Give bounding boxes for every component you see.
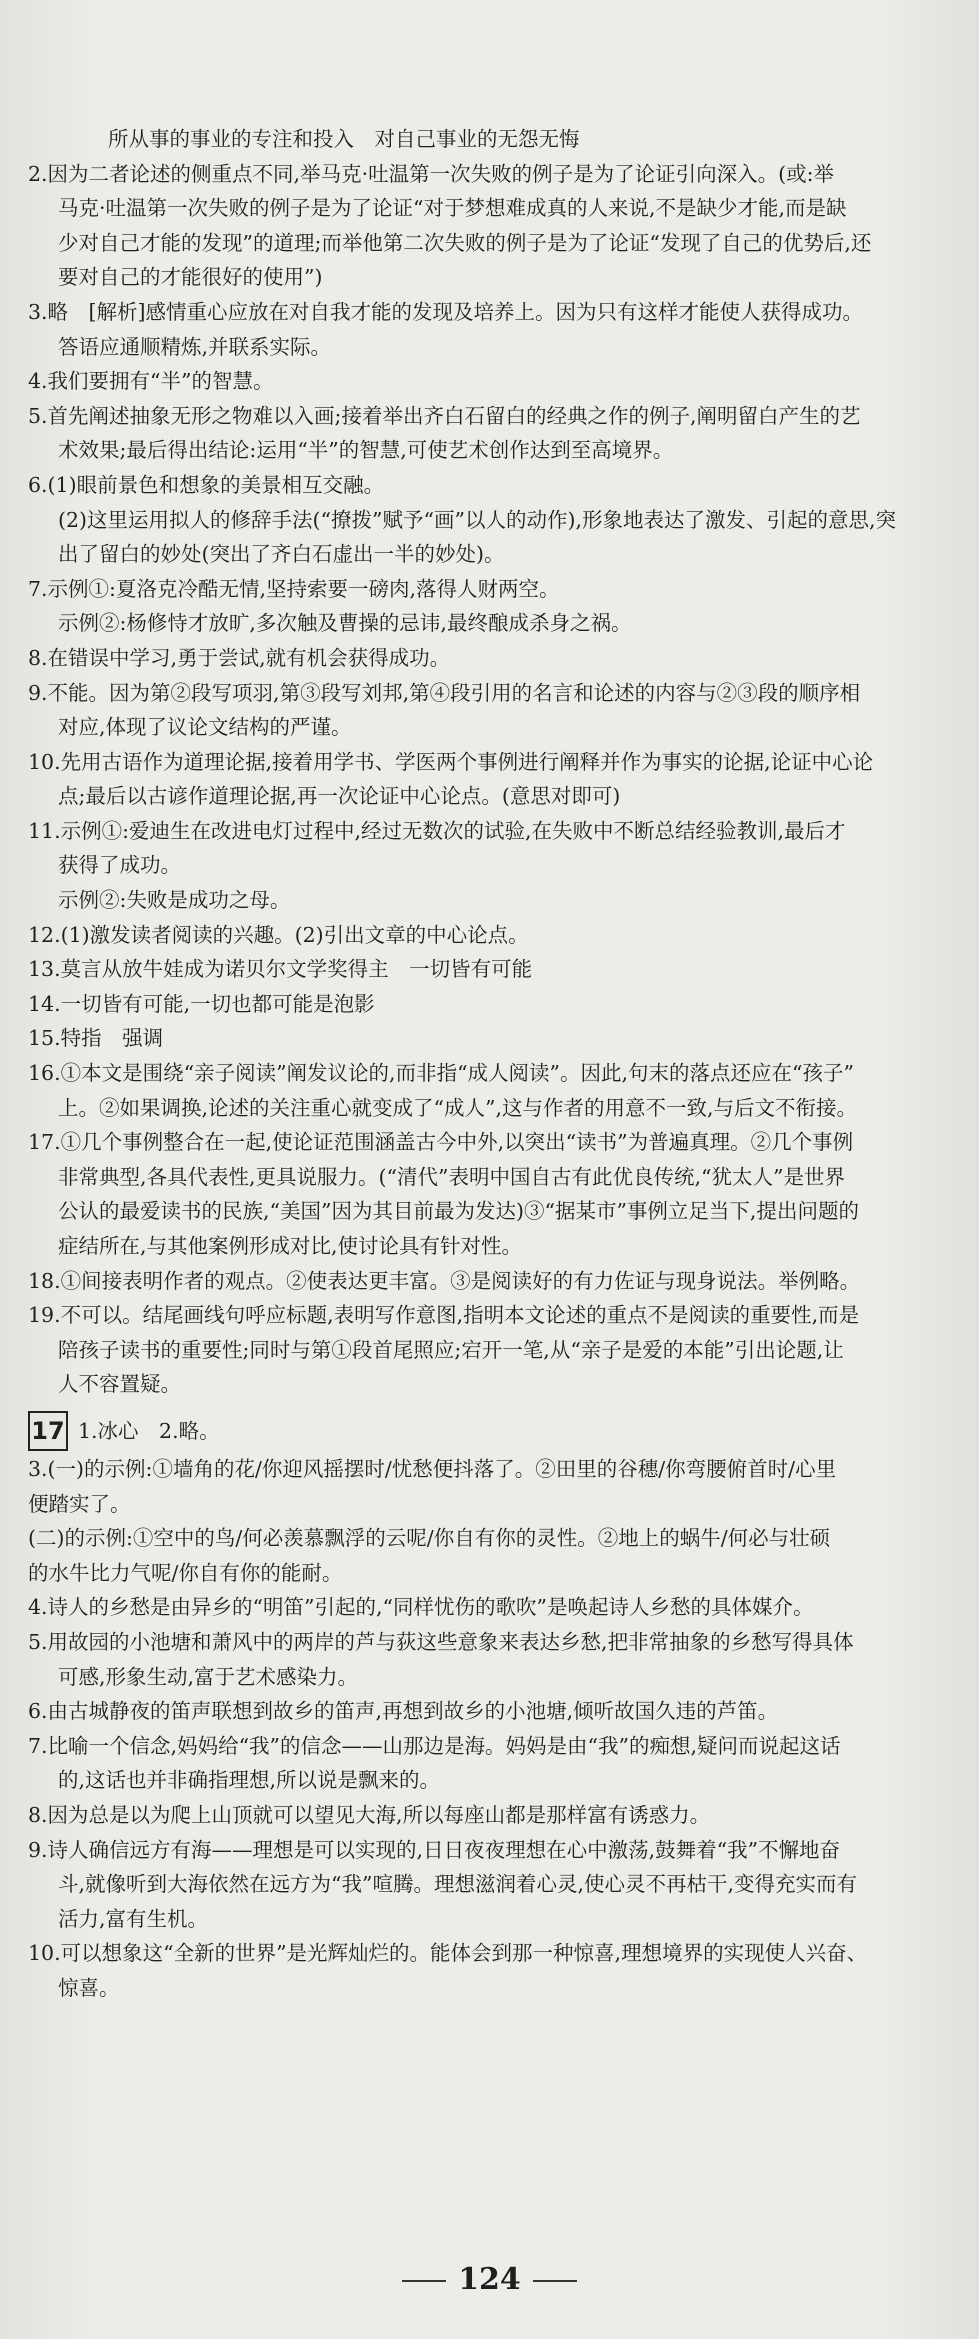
- answer-line: 5.首先阐述抽象无形之物难以入画;接着举出齐白石留白的经典之作的例子,阐明留白产生的艺: [28, 403, 861, 428]
- answer-line: 4.诗人的乡愁是由异乡的“明笛”引起的,“同样忧伤的歌吹”是唤起诗人乡愁的具体媒介。: [28, 1595, 814, 1620]
- answers-block-17: [28, 1452, 958, 2006]
- answer-line: 示例②:失败是成功之母。: [58, 888, 291, 913]
- answer-line: 6.(1)眼前景色和想象的美景相互交融。: [28, 472, 385, 497]
- answer-line: 11.示例①:爱迪生在改进电灯过程中,经过无数次的试验,在失败中不断总结经验教训,最后才: [28, 818, 846, 843]
- answer-line: 10.先用古语作为道理论据,接着用学书、学医两个事例进行阐释并作为事实的论据,论证中心论: [28, 749, 874, 774]
- answer-line: 点;最后以古谚作道理论据,再一次论证中心论点。(意思对即可): [58, 784, 621, 809]
- answer-line: 答语应通顺精炼,并联系实际。: [58, 334, 332, 359]
- answer-line: 7.示例①:夏洛克冷酷无情,坚持索要一磅肉,落得人财两空。: [28, 576, 560, 601]
- answer-line: 9.不能。因为第②段写项羽,第③段写刘邦,第④段引用的名言和论述的内容与②③段的顺序相: [28, 680, 861, 705]
- section-17-first-answers: 1.冰心 2.略。: [78, 1418, 220, 1443]
- answer-line: 6.由古城静夜的笛声联想到故乡的笛声,再想到故乡的小池塘,倾听故国久违的芦笛。: [28, 1699, 779, 1724]
- answer-line: 术效果;最后得出结论:运用“半”的智慧,可使艺术创作达到至高境界。: [58, 438, 674, 463]
- answer-line: 4.我们要拥有“半”的智慧。: [28, 369, 274, 394]
- section-number-box: 17: [28, 1411, 68, 1451]
- answer-line: 活力,富有生机。: [58, 1906, 209, 1931]
- answer-line: 12.(1)激发读者阅读的兴趣。(2)引出文章的中心论点。: [28, 922, 529, 947]
- answer-line: 便踏实了。: [28, 1491, 131, 1516]
- answers-block-16: [28, 122, 958, 1402]
- page-number: 124: [458, 2262, 521, 2297]
- answer-line: 斗,就像听到大海依然在远方为“我”喧腾。理想滋润着心灵,使心灵不再枯干,变得充实而有: [58, 1872, 858, 1897]
- answer-line: 的水牛比力气呢/你自有你的能耐。: [28, 1560, 343, 1585]
- answer-line: 8.因为总是以为爬上山顶就可以望见大海,所以每座山都是那样富有诱惑力。: [28, 1802, 711, 1827]
- answer-line: 陪孩子读书的重要性;同时与第①段首尾照应;宕开一笔,从“亲子是爱的本能”引出论题,让: [58, 1337, 844, 1362]
- answer-line: 14.一切皆有可能,一切也都可能是泡影: [28, 991, 375, 1016]
- answer-line: (二)的示例:①空中的鸟/何必羡慕飘浮的云呢/你自有你的灵性。②地上的蜗牛/何必与壮硕: [28, 1526, 831, 1551]
- answer-line: 上。②如果调换,论述的关注重心就变成了“成人”,这与作者的用意不一致,与后文不衔接。: [58, 1095, 858, 1120]
- answer-line: 8.在错误中学习,勇于尝试,就有机会获得成功。: [28, 645, 451, 670]
- answer-line: 13.莫言从放牛娃成为诺贝尔文学奖得主 一切皆有可能: [28, 957, 533, 982]
- answer-line: 15.特指 强调: [28, 1026, 164, 1051]
- answer-line: 马克·吐温第一次失败的例子是为了论证“对于梦想难成真的人来说,不是缺少才能,而是缺: [58, 196, 847, 221]
- answer-line: 可感,形象生动,富于艺术感染力。: [58, 1664, 359, 1689]
- answer-line: 出了留白的妙处(突出了齐白石虚出一半的妙处)。: [58, 542, 505, 567]
- answer-line: 3.(一)的示例:①墙角的花/你迎风摇摆时/忧愁便抖落了。②田里的谷穗/你弯腰俯首时/心里: [28, 1456, 837, 1481]
- answer-line: 3.略 [解析]感情重心应放在对自我才能的发现及培养上。因为只有这样才能使人获得成功。: [28, 299, 864, 324]
- footer-dash-left: [402, 2280, 446, 2282]
- answer-line: 症结所在,与其他案例形成对比,使讨论具有针对性。: [58, 1234, 523, 1258]
- answer-line: 16.①本文是围绕“亲子阅读”阐发议论的,而非指“成人阅读”。因此,句末的落点还应在“孩子”: [28, 1061, 855, 1086]
- answer-line: (2)这里运用拟人的修辞手法(“撩拨”赋予“画”以人的动作),形象地表达了激发、引起的意思,突: [58, 507, 896, 532]
- answer-line: 17.①几个事例整合在一起,使论证范围涵盖古今中外,以突出“读书”为普遍真理。②几个事例: [28, 1130, 854, 1155]
- answer-line: 5.用故园的小池塘和萧风中的两岸的芦与荻这些意象来表达乡愁,把非常抽象的乡愁写得具体: [28, 1629, 854, 1654]
- answer-line: 人不容置疑。: [58, 1372, 181, 1397]
- answer-line: 示例②:杨修恃才放旷,多次触及曹操的忌讳,最终酿成杀身之祸。: [58, 611, 632, 636]
- answer-line: 少对自己才能的发现”的道理;而举他第二次失败的例子是为了论证“发现了自己的优势后,还: [58, 230, 872, 255]
- answer-line: 7.比喻一个信念,妈妈给“我”的信念——山那边是海。妈妈是由“我”的痴想,疑问而说起这话: [28, 1733, 841, 1758]
- footer-dash-right: [533, 2280, 577, 2282]
- answer-line: 要对自己的才能很好的使用”): [58, 265, 323, 290]
- answer-line: 10.可以想象这“全新的世界”是光辉灿烂的。能体会到那一种惊喜,理想境界的实现使人兴奋、: [28, 1941, 868, 1966]
- answer-line: 对应,体现了议论文结构的严谨。: [58, 715, 352, 740]
- answer-line: 获得了成功。: [58, 853, 181, 878]
- answer-line: 9.诗人确信远方有海——理想是可以实现的,日日夜夜理想在心中激荡,鼓舞着“我”不懈地奋: [28, 1837, 841, 1862]
- answer-content: [28, 122, 958, 2005]
- page-footer: [0, 2262, 979, 2297]
- answer-line: 非常典型,各具代表性,更具说服力。(“清代”表明中国自古有此优良传统,“犹太人”是世界: [58, 1164, 845, 1189]
- answer-line: 公认的最爱读书的民族,“美国”因为其目前最为发达)③“据某市”事例立足当下,提出问题的: [58, 1199, 859, 1224]
- answer-line: 18.①间接表明作者的观点。②使表达更丰富。③是阅读好的有力佐证与现身说法。举例略。: [28, 1268, 861, 1293]
- section-17-header: [28, 1410, 958, 1452]
- answer-line: 的,这话也并非确指理想,所以说是飘来的。: [58, 1768, 441, 1793]
- answer-line: 2.因为二者论述的侧重点不同,举马克·吐温第一次失败的例子是为了论证引向深入。(或:举: [28, 161, 834, 186]
- answer-line: 所从事的事业的专注和投入 对自己事业的无怨无悔: [108, 127, 580, 151]
- answer-line: 惊喜。: [58, 1975, 120, 2000]
- answer-line: 19.不可以。结尾画线句呼应标题,表明写作意图,指明本文论述的重点不是阅读的重要性,而是: [28, 1303, 860, 1328]
